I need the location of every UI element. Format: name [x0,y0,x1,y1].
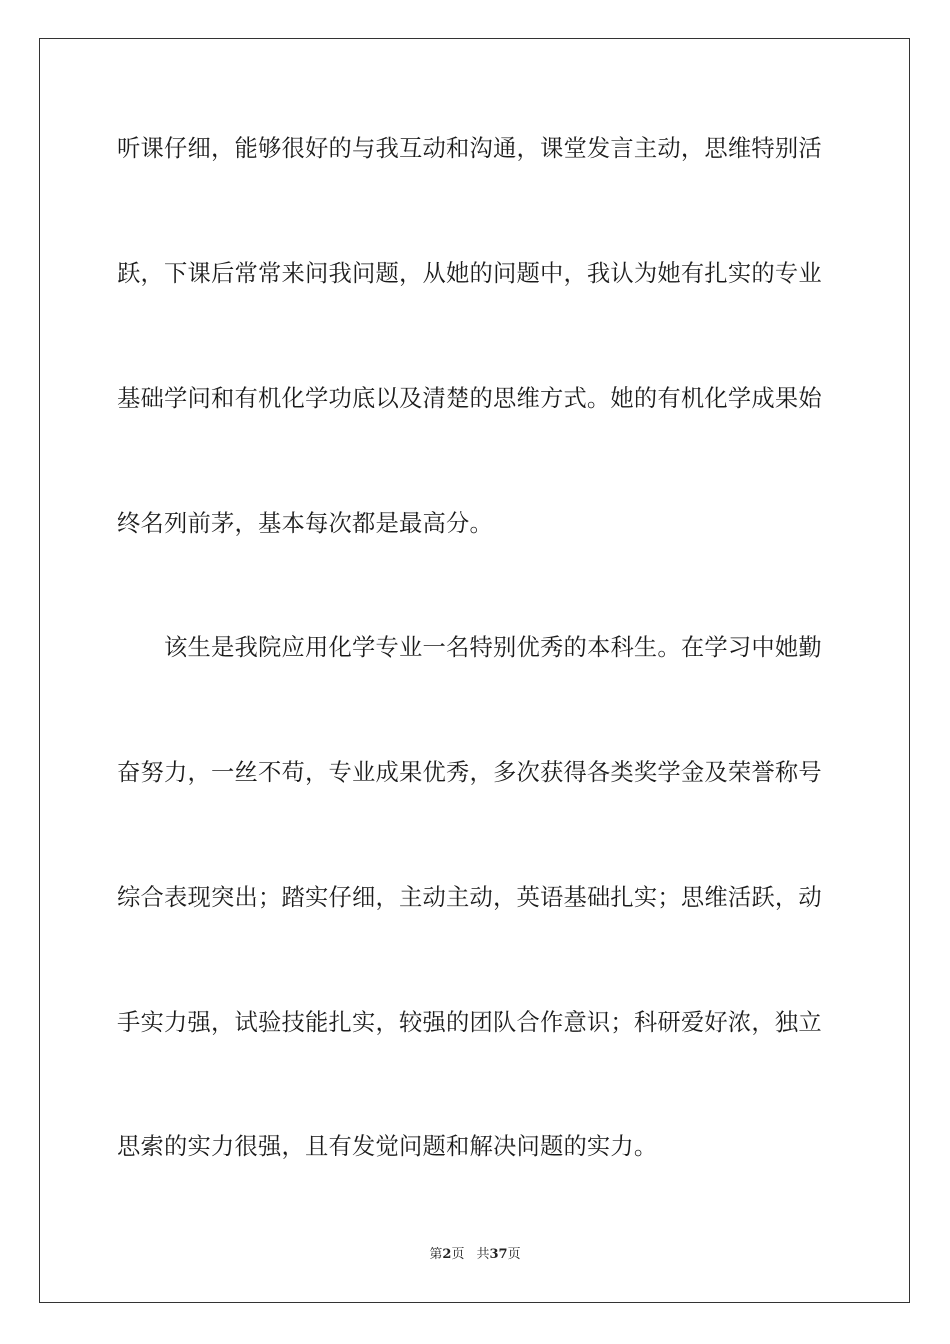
page-border [39,38,910,1303]
page-prefix: 第 [429,1247,443,1262]
page-footer [0,1245,950,1265]
paragraph-2-line-1 [117,628,833,668]
paragraph-1-line-3: 基础学问和有机化学功底以及清楚的思维方式。她的有机化学成果始 [117,385,822,412]
paragraph-1-line-1: 听课仔细，能够很好的与我互动和沟通，课堂发言主动，思维特别活 [117,135,822,162]
paragraph-2-line-5: 思索的实力很强，且有发觉问题和解决问题的实力。 [117,1133,658,1160]
total-prefix: 共 [476,1247,490,1262]
paragraph-2-line-2: 奋努力，一丝不苟，专业成果优秀，多次获得各类奖学金及荣誉称号 [117,759,822,786]
total-suffix: 页 [507,1247,521,1262]
page-suffix: 页 [451,1247,465,1262]
page-number: 2 [442,1247,452,1262]
paragraph-1-line-4: 终名列前茅，基本每次都是最高分。 [117,510,493,537]
paragraph-2-line-4: 手实力强，试验技能扎实，较强的团队合作意识；科研爱好浓，独立 [117,1009,822,1036]
paragraph-1-line-2: 跃，下课后常常来问我问题，从她的问题中，我认为她有扎实的专业 [117,260,822,287]
paragraph-2-line-1-text: 该生是我院应用化学专业一名特别优秀的本科生。在学习中她勤 [164,634,822,661]
paragraph-2-line-3: 综合表现突出；踏实仔细，主动主动，英语基础扎实；思维活跃，动 [117,884,822,911]
total-pages: 37 [489,1247,508,1262]
